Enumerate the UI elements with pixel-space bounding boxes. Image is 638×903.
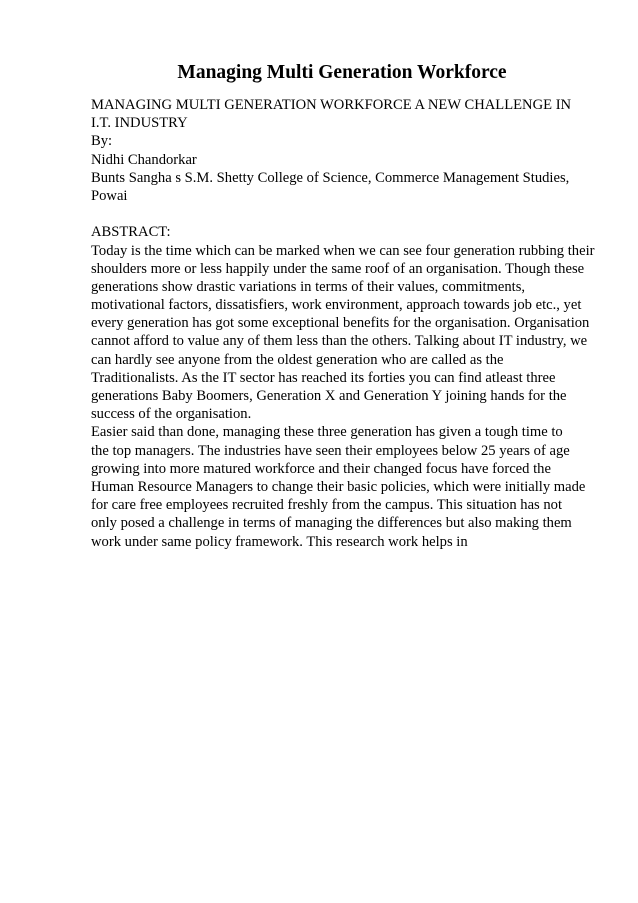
document-title: Managing Multi Generation Workforce <box>177 62 507 83</box>
abstract-line: Today is the time which can be marked when we can see four generation rubbing their <box>91 242 595 259</box>
header-line-by: By: <box>91 133 113 150</box>
abstract-line: every generation has got some exceptional benefits for the organisation. Organisation <box>91 315 590 332</box>
abstract-heading: ABSTRACT: <box>91 224 171 241</box>
header-line-title-1: MANAGING MULTI GENERATION WORKFORCE A NEW CHALLENGE IN <box>91 97 572 113</box>
abstract-line: generations show drastic variations in terms of their values, commitments, <box>91 278 526 295</box>
abstract-line: cannot afford to value any of them less than the others. Talking about IT industry, we <box>91 333 588 350</box>
abstract-line: for care free employees recruited freshly from the campus. This situation has not <box>91 497 563 514</box>
abstract-line: the top managers. The industries have seen their employees below 25 years of age <box>91 442 570 459</box>
abstract-line: can hardly see anyone from the oldest generation who are called as the <box>91 351 504 368</box>
abstract-line: Traditionalists. As the IT sector has reached its forties you can find atleast three <box>91 369 556 386</box>
affiliation-line-2: Powai <box>91 187 128 204</box>
abstract-line: success of the organisation. <box>91 406 252 423</box>
abstract-line: shoulders more or less happily under the same roof of an organisation. Though these <box>91 260 585 277</box>
paragraph-gap <box>91 205 621 223</box>
abstract-line: only posed a challenge in terms of managing the differences but also making them <box>91 515 572 532</box>
header-line-title-2: I.T. INDUSTRY <box>91 115 188 132</box>
abstract-line: Easier said than done, managing these three generation has given a tough time to <box>91 424 563 441</box>
abstract-line: Human Resource Managers to change their basic policies, which were initially made <box>91 478 586 495</box>
affiliation-line-1: Bunts Sangha s S.M. Shetty College of Science, Commerce Management Studies, <box>91 169 570 186</box>
author-name: Nidhi Chandorkar <box>91 151 197 168</box>
abstract-line: motivational factors, dissatisfiers, work environment, approach towards job etc., yet <box>91 297 582 314</box>
abstract-line: generations Baby Boomers, Generation X and Generation Y joining hands for the <box>91 388 567 404</box>
abstract-line: growing into more matured workforce and their changed focus have forced the <box>91 460 551 477</box>
document-body <box>91 96 621 551</box>
abstract-line: work under same policy framework. This research work helps in <box>91 533 468 550</box>
